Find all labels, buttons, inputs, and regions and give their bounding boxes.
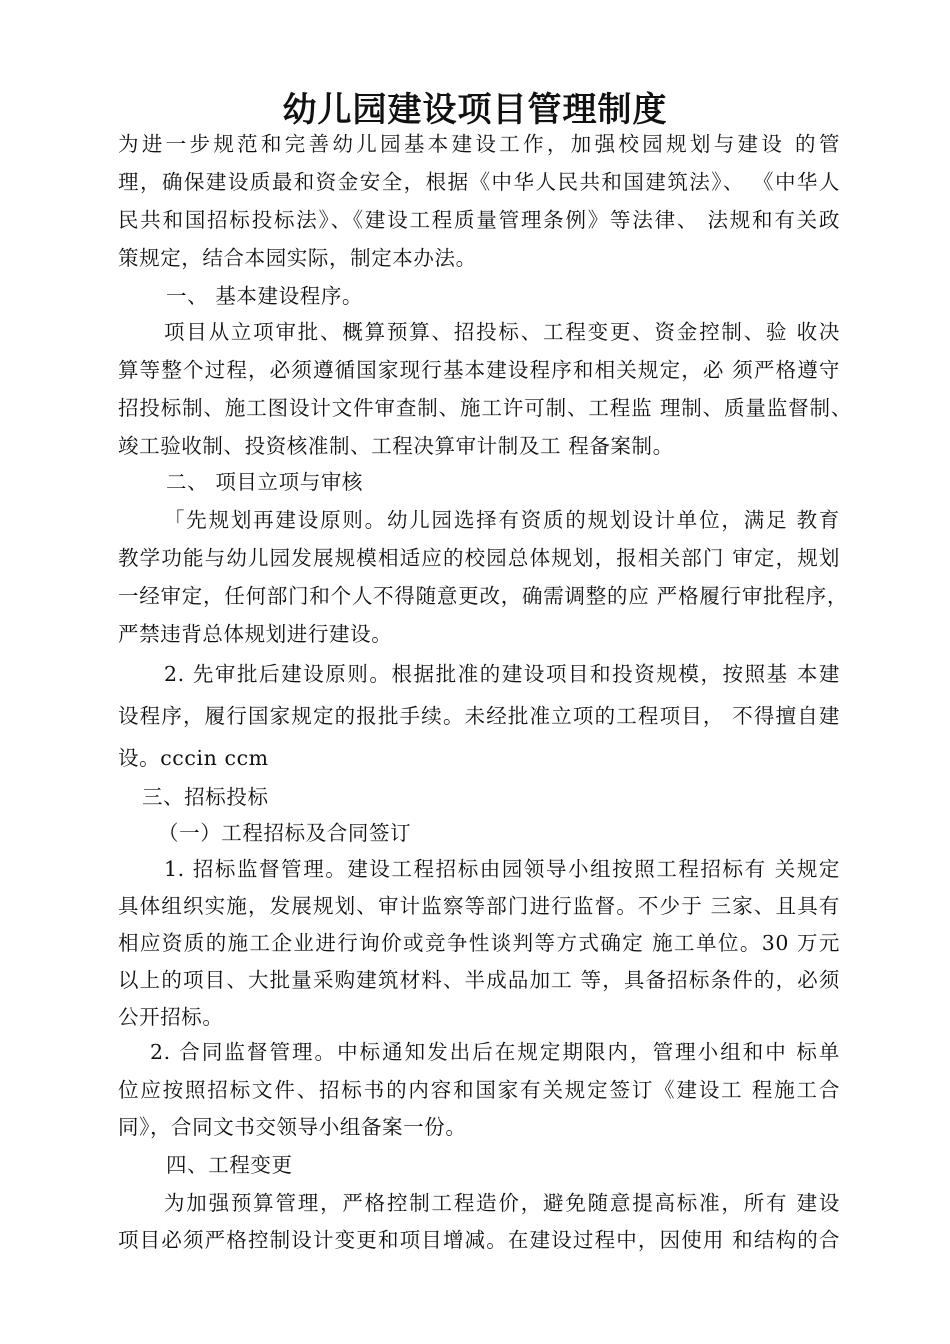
paragraph-line: 一经审定，任何部门和个人不得随意更改，确需调整的应 严格履行审批程序， <box>118 584 848 608</box>
paragraph-line: 2. 合同监督管理。中标通知发出后在规定期限内，管理小组和中 标单 <box>150 1040 840 1064</box>
paragraph-line: 位应按照招标文件、招标书的内容和国家有关规定签订《建设工 程施工合 <box>118 1078 840 1102</box>
paragraph-line: 2. 先审批后建设原则。根据批准的建设项目和投资规模，按照基 本建 <box>164 662 840 686</box>
paragraph-line: 为加强预算管理，严格控制工程造价，避免随意提高标准，所有 建设 <box>164 1191 840 1215</box>
section-heading: 四、工程变更 <box>166 1153 293 1177</box>
paragraph-line: 为进一步规范和完善幼儿园基本建设工作，加强校园规划与建设 的管 <box>118 132 840 156</box>
paragraph-line: 具体组织实施，发展规划、审计监察等部门进行监督。不少于 三家、且具有 <box>118 894 840 918</box>
paragraph-line: 以上的项目、大批量采购建筑材料、半成品加工 等，具备招标条件的，必须 <box>118 968 840 992</box>
paragraph-line: 同》，合同文书交领导小组备案一份。 <box>118 1115 467 1139</box>
paragraph-line: 算等整个过程，必须遵循国家现行基本建设程序和相关规定，必 须严格遵守 <box>118 358 840 382</box>
paragraph-line: 「先规划再建设原则。幼儿园选择有资质的规划设计单位，满足 教育 <box>164 508 840 532</box>
subsection-heading: （一）工程招标及合同签订 <box>158 821 412 845</box>
paragraph-line: 教学功能与幼儿园发展规模相适应的校园总体规划，报相关部门 审定，规划 <box>118 546 840 570</box>
section-heading: 三、招标投标 <box>142 785 269 809</box>
paragraph-line: 设。cccin ccm <box>118 746 269 770</box>
section-heading: 一、 基本建设程序。 <box>166 284 364 308</box>
paragraph-line: 项目必须严格控制设计变更和项目增减。在建设过程中，因使用 和结构的合 <box>118 1228 840 1252</box>
paragraph-line: 相应资质的施工企业进行询价或竞争性谈判等方式确定 施工单位。30 万元 <box>118 931 840 955</box>
paragraph-line: 1. 招标监督管理。建设工程招标由园领导小组按照工程招标有 关规定 <box>164 857 840 881</box>
page-title: 幼儿园建设项目管理制度 <box>282 90 668 130</box>
paragraph-line: 民共和国招标投标法》、《建设工程质量管理条例》等法律、 法规和有关政 <box>118 208 840 232</box>
paragraph-line: 项目从立项审批、概算预算、招投标、工程变更、资金控制、验 收决 <box>164 320 840 344</box>
paragraph-line: 竣工验收制、投资核准制、工程决算审计制及工 程备案制。 <box>118 434 674 458</box>
paragraph-line: 策规定，结合本园实际，制定本办法。 <box>118 246 477 270</box>
section-heading: 二、 项目立项与审核 <box>166 470 364 494</box>
paragraph-line: 公开招标。 <box>118 1005 224 1029</box>
paragraph-line: 理，确保建设质最和资金安全，根据《中华人民共和国建筑法》、 《中华人 <box>118 170 840 194</box>
paragraph-line: 招投标制、施工图设计文件审查制、施工许可制、工程监 理制、质量监督制、 <box>118 396 852 420</box>
paragraph-line: 严禁违背总体规划进行建设。 <box>118 622 393 646</box>
paragraph-line: 设程序，履行国家规定的报批手续。未经批准立项的工程项目， 不得擅自建 <box>118 704 840 728</box>
